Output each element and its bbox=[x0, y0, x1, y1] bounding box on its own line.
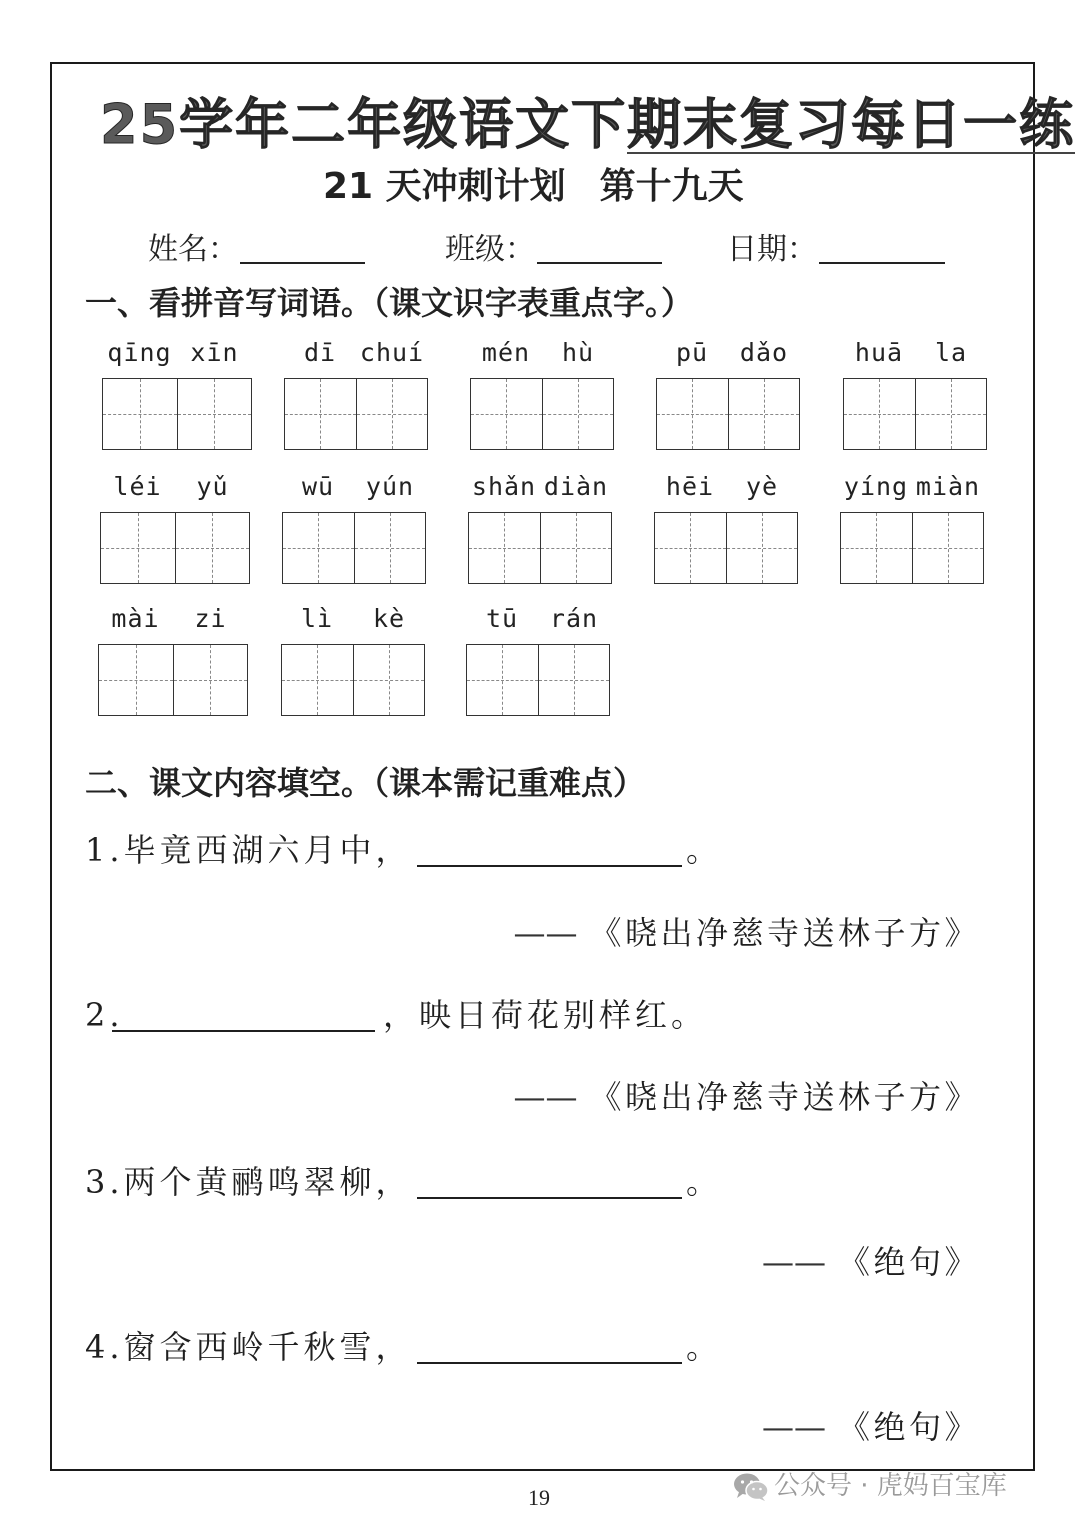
tianzige-cell bbox=[913, 513, 984, 583]
pinyin-line bbox=[466, 601, 610, 637]
tianzige-cell bbox=[176, 513, 250, 583]
poem-source bbox=[762, 1240, 980, 1284]
pinyin-syllable: léi bbox=[113, 472, 162, 501]
tianzige-cell bbox=[841, 513, 913, 583]
source-title: 《晓出净慈寺送林子方》 bbox=[589, 914, 980, 952]
pinyin-line bbox=[282, 469, 426, 505]
pinyin-syllable: tū bbox=[485, 604, 519, 633]
item-prefix: 4.窗含西岭千秋雪， bbox=[85, 1328, 412, 1366]
item-suffix: 。 bbox=[686, 831, 723, 869]
pinyin-syllable: yǔ bbox=[196, 472, 229, 501]
tianzige-box bbox=[281, 644, 425, 716]
pinyin-syllable: yè bbox=[745, 472, 779, 501]
class-label: 班级： bbox=[445, 232, 535, 267]
tianzige-cell bbox=[103, 379, 178, 449]
subtitle-day: 第十九天 bbox=[599, 166, 744, 207]
tianzige-cell bbox=[541, 513, 612, 583]
tianzige-box bbox=[98, 644, 248, 716]
poem-source bbox=[762, 1405, 980, 1449]
tianzige-box bbox=[470, 378, 614, 450]
pinyin-word bbox=[656, 335, 800, 450]
page-subtitle bbox=[323, 165, 744, 209]
tianzige-cell bbox=[354, 645, 425, 715]
tianzige-cell bbox=[467, 645, 539, 715]
tianzige-cell bbox=[655, 513, 727, 583]
date-blank bbox=[819, 228, 945, 264]
pinyin-word bbox=[843, 335, 987, 450]
tianzige-cell bbox=[916, 379, 987, 449]
wechat-icon bbox=[733, 1472, 769, 1502]
date-label: 日期： bbox=[727, 232, 817, 267]
item-prefix: 3.两个黄鹂鸣翠柳， bbox=[85, 1163, 412, 1201]
pinyin-syllable: hù bbox=[561, 338, 595, 367]
tianzige-cell bbox=[355, 513, 426, 583]
section2-heading: 二、课文内容填空。（课本需记重难点） bbox=[85, 764, 646, 802]
poem-source bbox=[513, 1075, 980, 1119]
pinyin-syllable: xīn bbox=[190, 338, 239, 367]
page-number: 19 bbox=[528, 1485, 550, 1510]
fill-item bbox=[85, 828, 985, 872]
tianzige-box bbox=[840, 512, 984, 584]
source-dash: —— bbox=[513, 1078, 578, 1116]
fill-item bbox=[85, 993, 985, 1037]
name-blank bbox=[240, 228, 365, 264]
tianzige-cell bbox=[101, 513, 176, 583]
pinyin-syllable: miàn bbox=[915, 472, 981, 501]
pinyin-line bbox=[840, 469, 984, 505]
title-underlined: 期末复习每日一练 bbox=[627, 93, 1076, 156]
pinyin-syllable: yún bbox=[365, 472, 415, 501]
pinyin-word bbox=[654, 469, 798, 584]
source-title: 《绝句》 bbox=[837, 1243, 980, 1281]
pinyin-line bbox=[468, 469, 612, 505]
pinyin-line bbox=[656, 335, 800, 371]
tianzige-box bbox=[282, 512, 426, 584]
pinyin-word bbox=[282, 469, 426, 584]
source-title: 《晓出净慈寺送林子方》 bbox=[589, 1078, 980, 1116]
source-dash: —— bbox=[761, 1408, 826, 1446]
fill-item bbox=[85, 1160, 985, 1204]
pinyin-line bbox=[470, 335, 614, 371]
tianzige-box bbox=[100, 512, 250, 584]
pinyin-line bbox=[100, 469, 250, 505]
fill-item bbox=[85, 1325, 985, 1369]
tianzige-cell bbox=[285, 379, 357, 449]
tianzige-cell bbox=[283, 513, 355, 583]
source-title: 《绝句》 bbox=[837, 1408, 980, 1446]
section1-heading: 一、看拼音写词语。（课文识字表重点字。） bbox=[85, 284, 694, 322]
pinyin-word bbox=[284, 335, 428, 450]
pinyin-line bbox=[281, 601, 425, 637]
tianzige-cell bbox=[543, 379, 614, 449]
pinyin-syllable: yíng bbox=[843, 472, 909, 501]
pinyin-word bbox=[840, 469, 984, 584]
pinyin-syllable: dī bbox=[303, 338, 337, 367]
tianzige-box bbox=[656, 378, 800, 450]
pinyin-line bbox=[654, 469, 798, 505]
tianzige-cell bbox=[357, 379, 428, 449]
item-prefix: 2. bbox=[85, 996, 124, 1034]
pinyin-syllable: dǎo bbox=[739, 338, 789, 367]
class-blank bbox=[537, 228, 662, 264]
item-prefix: 1.毕竟西湖六月中， bbox=[85, 831, 412, 869]
tianzige-cell bbox=[99, 645, 174, 715]
poem-source bbox=[513, 911, 980, 955]
tianzige-cell bbox=[471, 379, 543, 449]
pinyin-syllable: chuí bbox=[359, 338, 425, 367]
tianzige-cell bbox=[729, 379, 800, 449]
tianzige-box bbox=[284, 378, 428, 450]
pinyin-line bbox=[98, 601, 248, 637]
answer-blank bbox=[417, 1160, 682, 1199]
pinyin-syllable: qīng bbox=[107, 338, 172, 367]
pinyin-word bbox=[102, 335, 252, 450]
pinyin-syllable: huā bbox=[854, 338, 904, 367]
pinyin-word bbox=[98, 601, 248, 716]
tianzige-cell bbox=[657, 379, 729, 449]
tianzige-box bbox=[654, 512, 798, 584]
pinyin-word bbox=[281, 601, 425, 716]
pinyin-word bbox=[468, 469, 612, 584]
pinyin-syllable: shǎn bbox=[471, 472, 537, 501]
pinyin-syllable: mài bbox=[111, 604, 160, 633]
pinyin-syllable: la bbox=[934, 338, 968, 367]
pinyin-word bbox=[470, 335, 614, 450]
tianzige-cell bbox=[282, 645, 354, 715]
tianzige-cell bbox=[539, 645, 610, 715]
watermark-text: 公众号 · 虎妈百宝库 bbox=[774, 1471, 1007, 1501]
answer-blank bbox=[112, 993, 375, 1032]
pinyin-line bbox=[284, 335, 428, 371]
title-main: 25学年二年级语文下 bbox=[100, 93, 628, 156]
item-suffix: 。 bbox=[686, 1163, 723, 1201]
pinyin-syllable: kè bbox=[372, 604, 406, 633]
tianzige-box bbox=[843, 378, 987, 450]
source-dash: —— bbox=[761, 1243, 826, 1281]
name-label: 姓名： bbox=[148, 232, 238, 267]
pinyin-word bbox=[100, 469, 250, 584]
tianzige-cell bbox=[178, 379, 252, 449]
pinyin-syllable: pū bbox=[675, 338, 709, 367]
subtitle-plan: 21 天冲刺计划 bbox=[323, 166, 566, 207]
tianzige-cell bbox=[174, 645, 248, 715]
pinyin-syllable: mén bbox=[481, 338, 531, 367]
pinyin-syllable: rán bbox=[549, 604, 599, 633]
answer-blank bbox=[417, 1325, 682, 1364]
tianzige-cell bbox=[844, 379, 916, 449]
pinyin-syllable: lì bbox=[300, 604, 334, 633]
tianzige-cell bbox=[727, 513, 798, 583]
item-suffix: ，映日荷花别样红。 bbox=[383, 996, 708, 1034]
tianzige-cell bbox=[469, 513, 541, 583]
pinyin-syllable: hēi bbox=[665, 472, 715, 501]
pinyin-syllable: zi bbox=[194, 604, 227, 633]
tianzige-box bbox=[102, 378, 252, 450]
source-dash: —— bbox=[513, 914, 578, 952]
pinyin-syllable: wū bbox=[301, 472, 335, 501]
item-suffix: 。 bbox=[686, 1328, 723, 1366]
pinyin-line bbox=[102, 335, 252, 371]
pinyin-line bbox=[843, 335, 987, 371]
answer-blank bbox=[417, 828, 682, 867]
page-title bbox=[100, 93, 1076, 156]
pinyin-syllable: diàn bbox=[543, 472, 609, 501]
tianzige-box bbox=[466, 644, 610, 716]
tianzige-box bbox=[468, 512, 612, 584]
pinyin-word bbox=[466, 601, 610, 716]
